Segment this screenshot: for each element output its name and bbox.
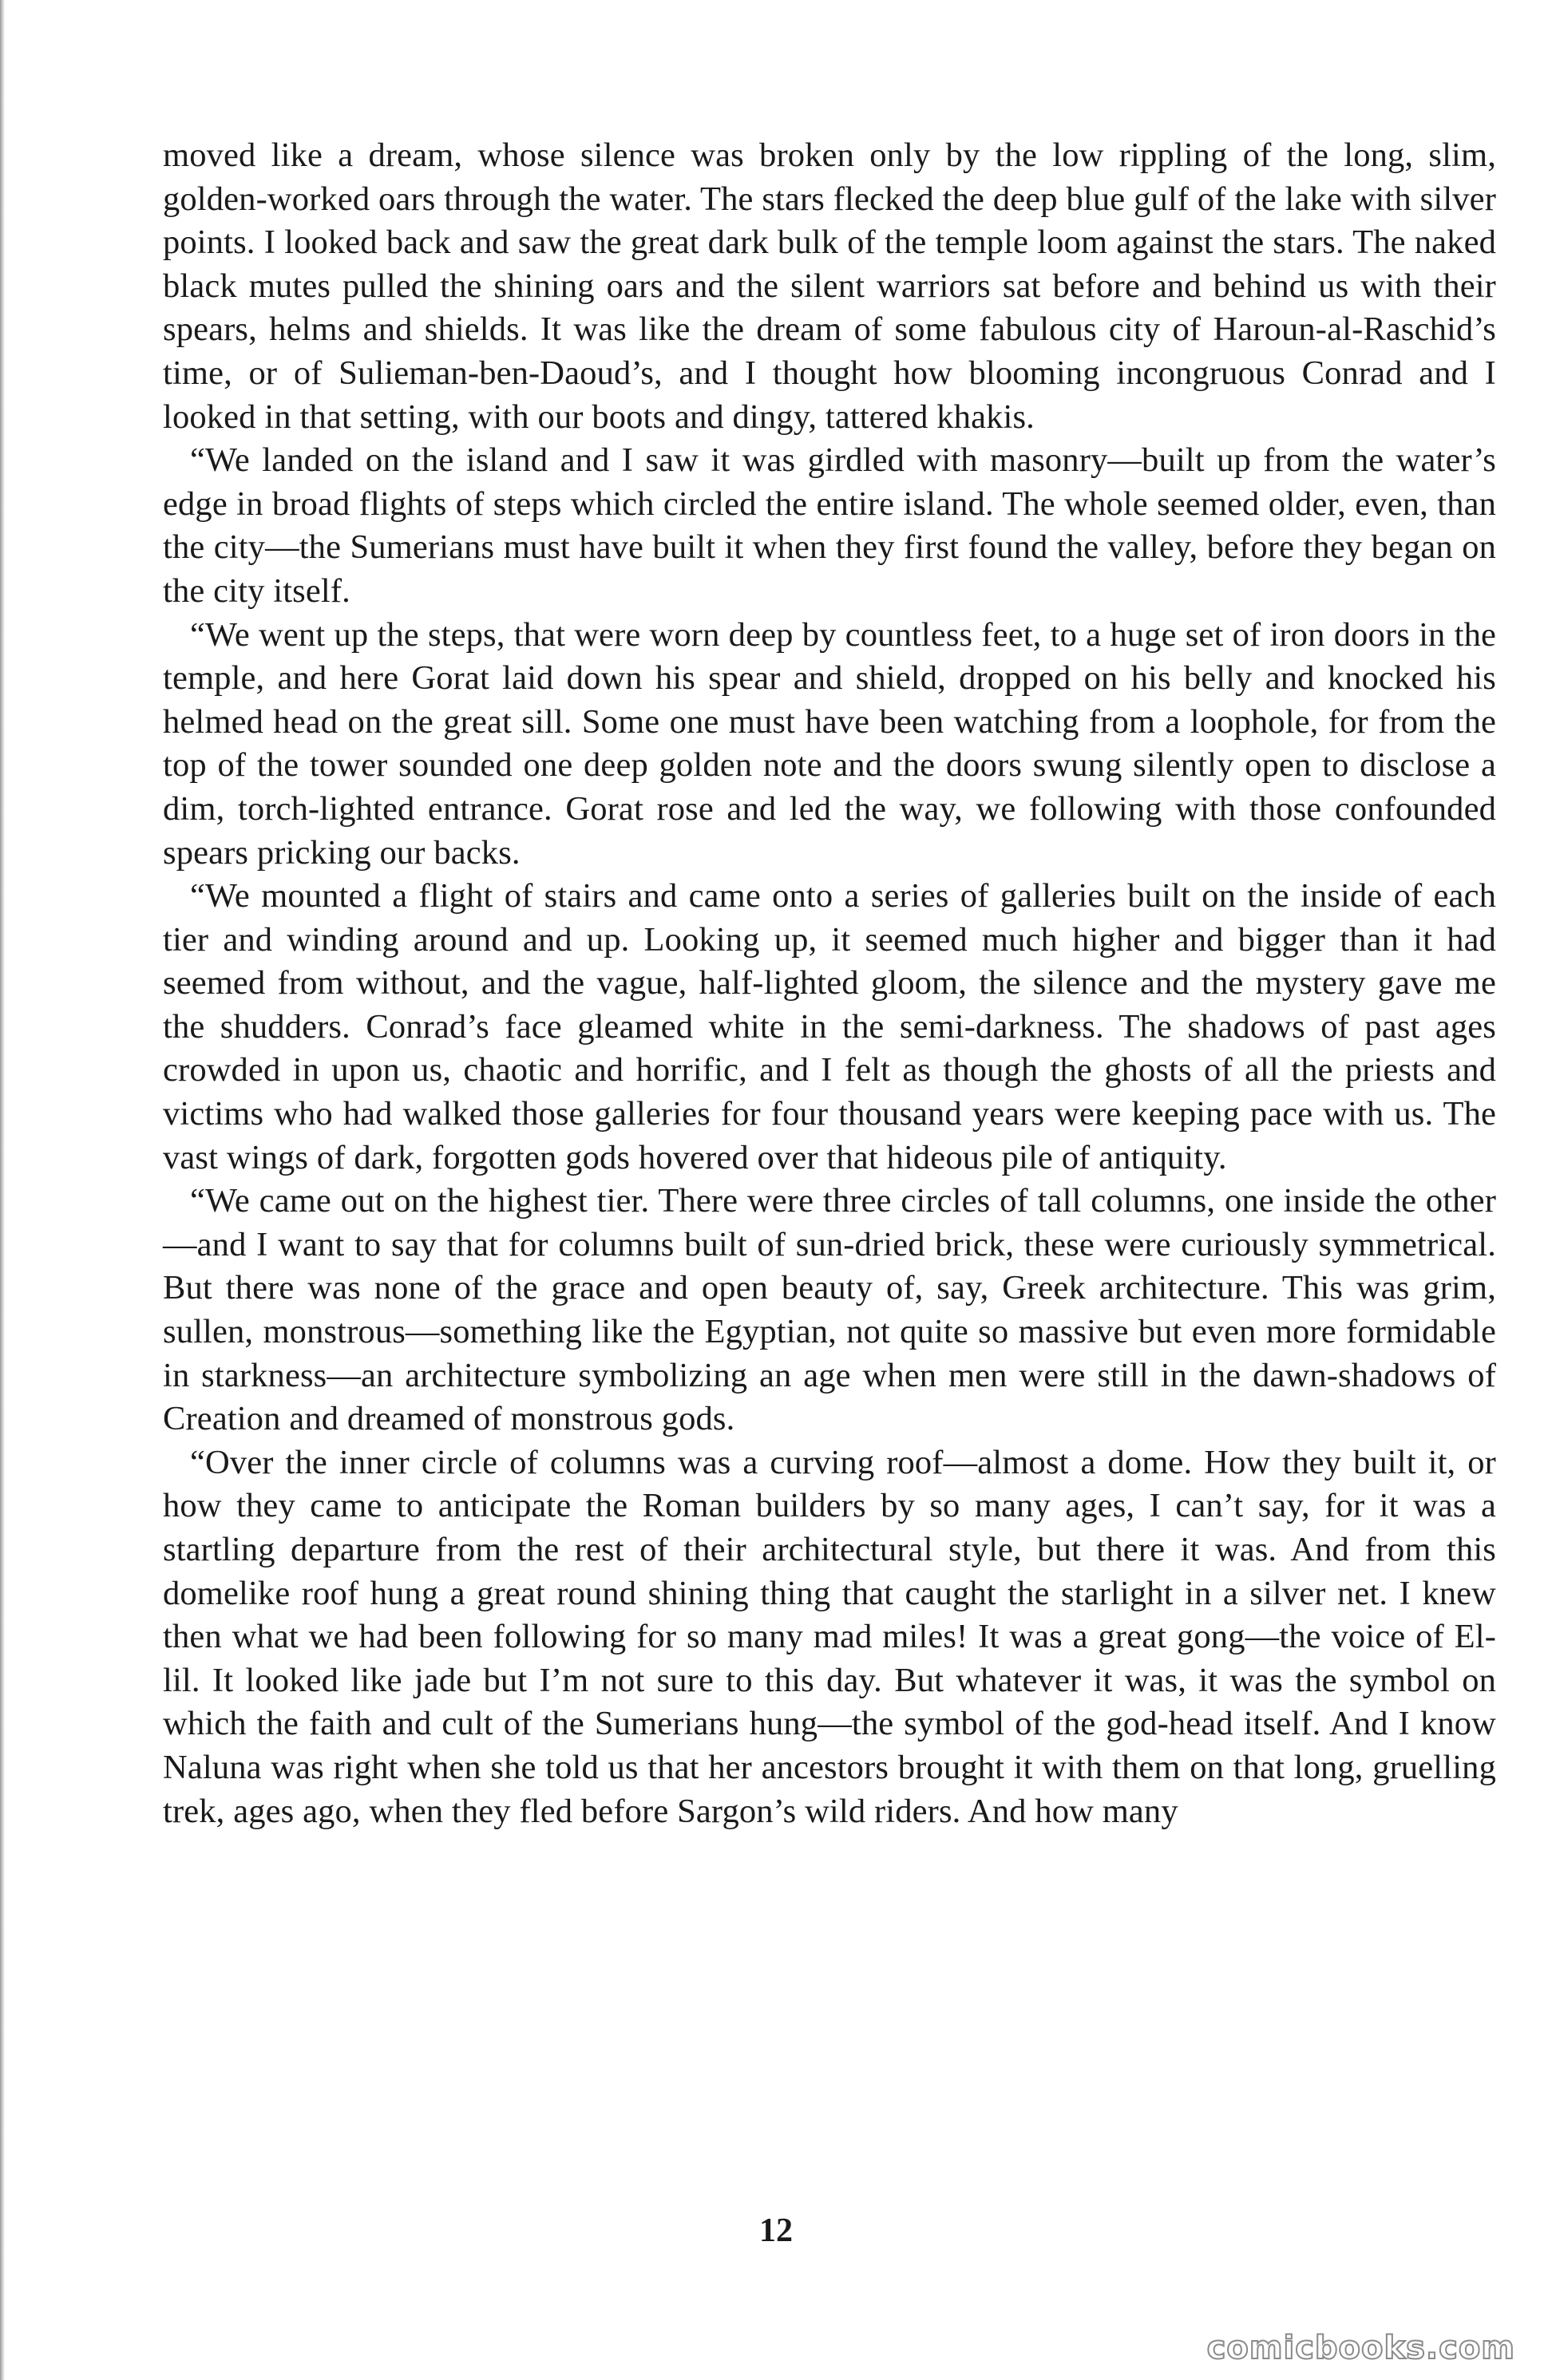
page-number: 12	[759, 2212, 793, 2249]
paragraph-3: “We went up the steps, that were worn deep by countless feet, to a huge set of iron doors in the temple, and here Gorat laid down his spear and shield, dropped on his belly and knocked his helmed head on the great sill. Some one must have been watching from a loophole, for from the top of the tower sounded one deep golden note and the doors swung silently open to disclose a dim, torch-lighted entrance. Gorat rose and led the way, we following with those confounded spears pricking our backs.	[163, 615, 1496, 872]
paragraph-2: “We landed on the island and I saw it was girdled with masonry—built up from the water’s edge in broad flights of steps which circled the entire island. The whole seemed older, even, than the city—the Sumerians must have built it when they first found the valley, before they began on the city itself.	[163, 441, 1496, 610]
watermark: comicbooks.com	[1206, 2330, 1515, 2366]
paragraph-5: “We came out on the highest tier. There were three circles of tall columns, one inside the other—and I want to say that for columns built of sun-dried brick, these were curiously symmetrical. But there was none of the grace and open beauty of, say, Greek architecture. This was grim, sullen, monstrous—something like the Egyptian, not quite so massive but even more formidable in starkness—an architecture symbolizing an age when men were still in the dawn-shadows of Creation and dreamed of monstrous gods.	[163, 1182, 1496, 1438]
story-text	[163, 134, 1496, 1833]
paragraph-6: “Over the inner circle of columns was a curving roof—almost a dome. How they built it, or how they came to anticipate the Roman builders by so many ages, I can’t say, for it was a startling departure from the rest of their architectural style, but there it was. And from this domelike roof hung a great round shining thing that caught the starlight in a silver net. I knew then what we had been following for so many mad miles! It was a great gong—the voice of El-lil. It looked like jade but I’m not sure to this day. But whatever it was, it was the symbol on which the faith and cult of the Sumerians hung—the symbol of the god-head itself. And I know Naluna was right when she told us that her ancestors brought it with them on that long, gruelling trek, ages ago, when they fled before Sargon’s wild riders. And how many	[163, 1443, 1496, 1830]
paragraph-4: “We mounted a flight of stairs and came onto a series of galleries built on the inside of each tier and winding around and up. Looking up, it seemed much higher and bigger than it had seemed from without, and the vague, half-lighted gloom, the silence and the mystery gave me the shudders. Conrad’s face gleamed white in the semi-darkness. The shadows of past ages crowded in upon us, chaotic and horrific, and I felt as though the ghosts of all the priests and victims who had walked those galleries for four thousand years were keeping pace with us. The vast wings of dark, forgotten gods hovered over that hideous pile of antiquity.	[163, 877, 1496, 1176]
page-edge	[0, 0, 5, 2380]
paragraph-1: moved like a dream, whose silence was broken only by the low rippling of the long, slim, golden-worked oars through the water. The stars flecked the deep blue gulf of the lake with silver points. I looked back and saw the great dark bulk of the temple loom against the stars. The naked black mutes pulled the shining oars and the silent warriors sat before and behind us with their spears, helms and shields. It was like the dream of some fabulous city of Haroun-al-Raschid’s time, or of Sulieman-ben-Daoud’s, and I thought how blooming incongruous Conrad and I looked in that setting, with our boots and dingy, tattered khakis.	[163, 136, 1496, 436]
